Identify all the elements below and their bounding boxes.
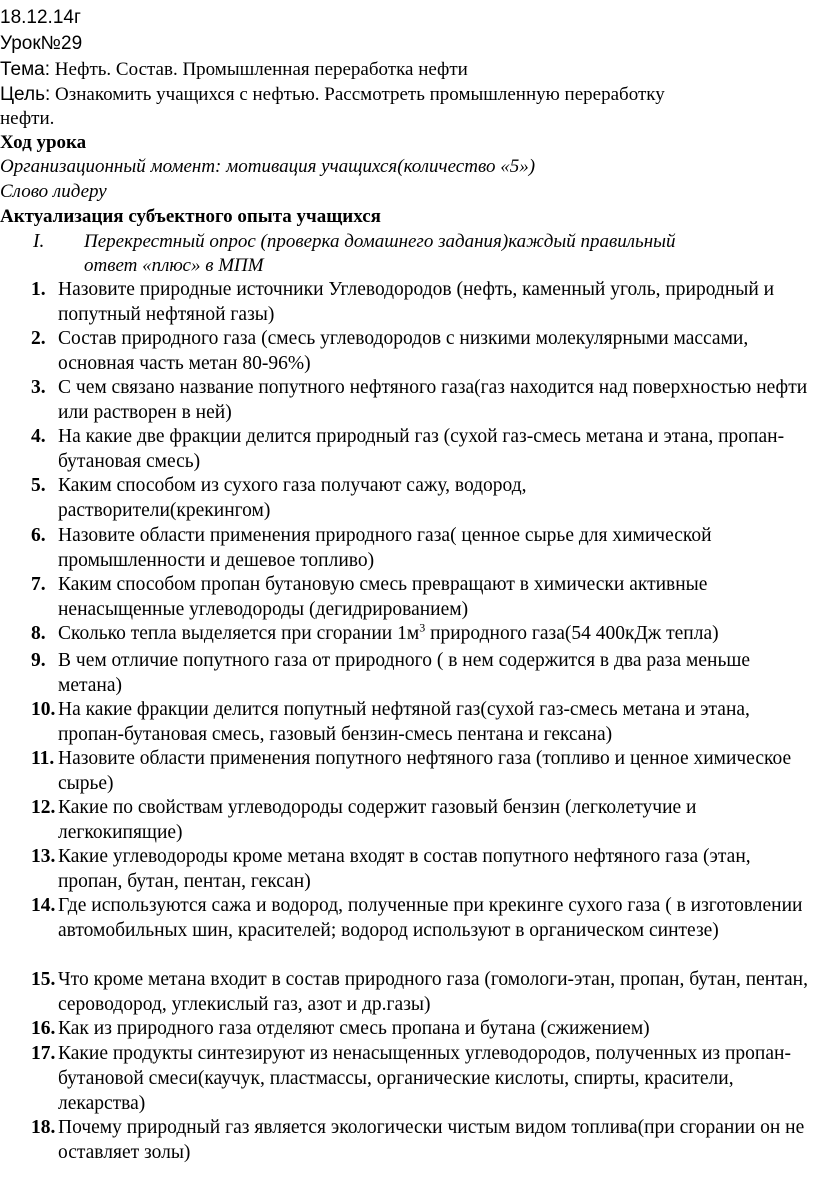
question-text: Назовите области применения попутного нефтяного газа (топливо и ценное химическое сырье) xyxy=(58,748,792,794)
lesson-goal xyxy=(0,83,665,107)
lesson-number: Урок№29 xyxy=(0,33,83,54)
question-text: Каким способом из сухого газа получают сажу, водород, растворители(крекингом) xyxy=(58,475,527,521)
question-number: 5. xyxy=(31,475,46,496)
question-text: В чем отличие попутного газа от природного ( в нем содержится в два раза меньше метана) xyxy=(58,650,751,696)
question-number: 10. xyxy=(31,699,56,720)
question-text: Что кроме метана входит в состав природного газа (гомологи-этан, пропан, бутан, пентан, сероводород, углекислый газ, азот и др.газы) xyxy=(58,969,808,1015)
question-text-after: природного газа(54 400кДж тепла) xyxy=(425,623,719,644)
lesson-topic xyxy=(0,58,468,82)
question-number: 1. xyxy=(31,279,46,300)
superscript: 3 xyxy=(419,620,426,635)
question-number: 13. xyxy=(31,846,56,867)
leader-word: Слово лидеру xyxy=(0,181,107,202)
question-text: Какие продукты синтезируют из ненасыщенных углеводородов, полученных из пропан-бутановой смеси(каучук, пластмассы, органические кислоты, спирты, красители, лекарства) xyxy=(58,1043,791,1114)
question-number: 8. xyxy=(31,623,46,644)
question-number: 4. xyxy=(31,426,46,447)
question-text: Назовите области применения природного газа( ценное сырье для химической промышленности и дешевое топливо) xyxy=(58,525,712,571)
question-number: 18. xyxy=(31,1117,56,1138)
topic-label: Тема: xyxy=(0,59,51,80)
question-text: Почему природный газ является экологически чистым видом топлива(при сгорании он не оставляет золы) xyxy=(58,1117,805,1163)
goal-text-line-1: Ознакомить учащихся с нефтью. Рассмотреть промышленную переработку xyxy=(50,84,665,105)
question-text xyxy=(58,622,810,647)
goal-text-line-2: нефти. xyxy=(0,108,55,129)
cross-survey-line-2: ответ «плюс» в МПМ xyxy=(84,255,264,276)
question-number: 6. xyxy=(31,525,46,546)
goal-label: Цель: xyxy=(0,84,51,105)
cross-survey-number: I. xyxy=(33,231,45,252)
actualization-heading: Актуализация субъектного опыта учащихся xyxy=(0,206,381,227)
question-number: 11. xyxy=(31,748,55,769)
question-text: Как из природного газа отделяют смесь пропана и бутана (сжижением) xyxy=(58,1018,650,1039)
question-text: На какие две фракции делится природный газ (сухой газ-смесь метана и этана, пропан-бутановая смесь) xyxy=(58,426,785,472)
question-text: С чем связано название попутного нефтяного газа(газ находится над поверхностью нефти или растворен в ней) xyxy=(58,377,808,423)
cross-survey-line-1: Перекрестный опрос (проверка домашнего задания)каждый правильный xyxy=(84,231,676,252)
question-text-before: Сколько тепла выделяется при сгорании 1м xyxy=(58,623,420,644)
question-number: 16. xyxy=(31,1018,56,1039)
question-text: Где используются сажа и водород, полученные при крекинге сухого газа ( в изготовлении автомобильных шин, красителей; водород используют в органическом синтезе) xyxy=(58,895,803,941)
lesson-date: 18.12.14г xyxy=(0,7,81,28)
question-text: Каким способом пропан бутановую смесь превращают в химически активные ненасыщенные углеводороды (дегидрированием) xyxy=(58,574,708,620)
question-text: Какие углеводороды кроме метана входят в состав попутного нефтяного газа (этан, пропан, бутан, пентан, гексан) xyxy=(58,846,751,892)
question-number: 7. xyxy=(31,574,46,595)
question-number: 9. xyxy=(31,650,46,671)
question-text: Состав природного газа (смесь углеводородов с низкими молекулярными массами, основная часть метан 80-96%) xyxy=(58,328,749,374)
question-number: 12. xyxy=(31,797,56,818)
topic-text: Нефть. Состав. Промышленная переработка нефти xyxy=(50,59,468,80)
question-text: На какие фракции делится попутный нефтяной газ(сухой газ-смесь метана и этана, пропан-бутановая смесь, газовый бензин-смесь пентана и гексана) xyxy=(58,699,750,745)
question-number: 3. xyxy=(31,377,46,398)
question-number: 17. xyxy=(31,1043,56,1064)
org-moment: Организационный момент: мотивация учащихся(количество «5») xyxy=(0,156,536,177)
question-number: 14. xyxy=(31,895,56,916)
question-text: Какие по свойствам углеводороды содержит газовый бензин (легколетучие и легкокипящие) xyxy=(58,797,697,843)
question-number: 2. xyxy=(31,328,46,349)
question-number: 15. xyxy=(31,969,56,990)
question-text: Назовите природные источники Углеводородов (нефть, каменный уголь, природный и попутный нефтяной газы) xyxy=(58,279,775,325)
course-heading: Ход урока xyxy=(0,132,87,153)
